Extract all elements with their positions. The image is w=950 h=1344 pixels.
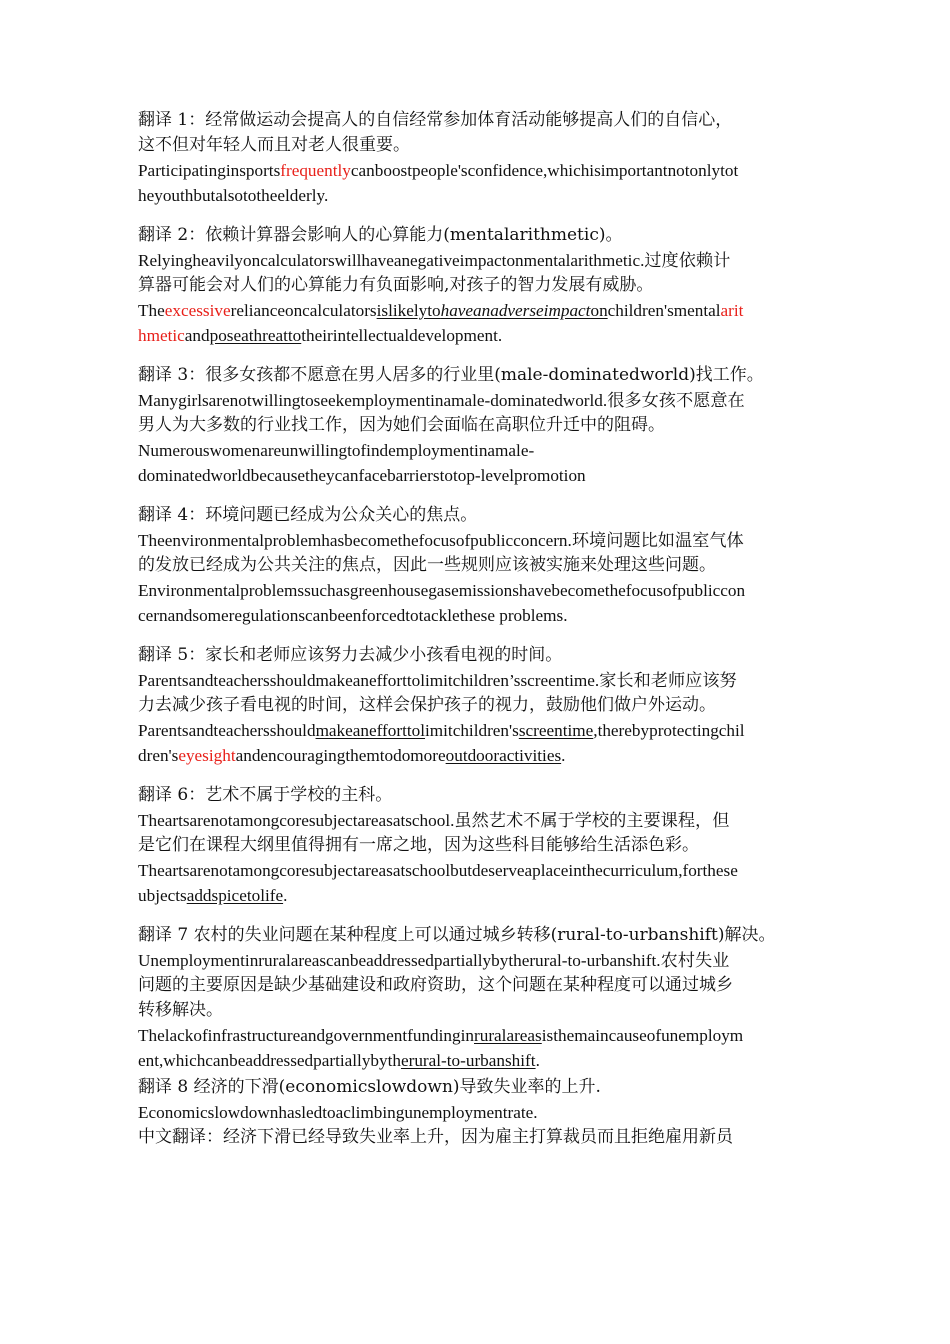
t6-heading-line-1: 翻译 6：艺术不属于学校的主科。 [138, 785, 393, 805]
t5-sample-line-1: Parentsandteachersshouldmakeanefforttolimitchildren’sscreentime.家长和老师应该努 [138, 671, 737, 690]
t4-sample-line-1: Theenvironmentalproblemhasbecomethefocusofpublicconcern.环境问题比如温室气体 [138, 531, 744, 550]
t2-highlight-excessive: excessive [164, 301, 231, 320]
t6-sample-line-1: Theartsarenotamongcoresubjectareasatschool.虽然艺术不属于学校的主要课程，但 [138, 811, 730, 830]
t2-answer-text: relianceoncalculators [230, 301, 377, 320]
t7-answer-line-2 [138, 1048, 816, 1073]
t5-answer-text: dren's [138, 746, 179, 765]
translation-7 [138, 923, 816, 1073]
t2-answer-text: and [184, 326, 210, 345]
t7-heading-line-1: 翻译 7 农村的失业问题在某种程度上可以通过城乡转移(rural-to-urbanshift)解决。 [138, 925, 776, 945]
translation-8 [138, 1075, 816, 1150]
t2-heading-line-1: 翻译 2：依赖计算器会影响人的心算能力(mentalarithmetic)。 [138, 225, 623, 245]
t5-heading-line-1: 翻译 5：家长和老师应该努力去减少小孩看电视的时间。 [138, 645, 563, 665]
t7-underline-phrase: ruralareas [474, 1026, 542, 1045]
t2-answer-text: children'smental [607, 301, 721, 320]
t2-answer-text: The [138, 301, 165, 320]
t5-underline-phrase: screentime [518, 721, 594, 740]
translation-3 [138, 363, 816, 488]
t4-sample-line-2: 的发放已经成为公共关注的焦点，因此一些规则应该被实施来处理这些问题。 [138, 555, 716, 575]
t7-answer-text: . [535, 1051, 540, 1070]
t5-underline-phrase: makeanefforttol [315, 721, 426, 740]
t3-sample-line-1: Manygirlsarenotwillingtoseekemploymentinamale-dominatedworld.很多女孩不愿意在 [138, 391, 745, 410]
t2-sample-line-1: Relyingheavilyoncalculatorswillhaveanegativeimpactonmentalarithmetic.过度依赖计 [138, 251, 731, 270]
t5-highlight-eyesight: eyesight [178, 746, 236, 765]
document-page [138, 108, 816, 1165]
t6-sample-line-2: 是它们在课程大纲里值得拥有一席之地，因为这些科目能够给生活添色彩。 [138, 835, 699, 855]
t1-answer-text: Participatinginsports [138, 161, 281, 180]
translation-5 [138, 643, 816, 768]
t6-underline-phrase: addspicetolife [186, 886, 284, 905]
t7-sample-line-1: Unemploymentinruralareascanbeaddressedpartiallybytherural-to-urbanshift.农村失业 [138, 951, 730, 970]
translation-6 [138, 783, 816, 908]
t3-answer-line-1: Numerouswomenareunwillingtofindemploymentinamale- [138, 441, 535, 460]
t2-underline-italic-phrase: haveanadverseimpact [440, 301, 591, 320]
translation-1 [138, 108, 816, 208]
t7-answer-text: isthemaincauseofunemploym [541, 1026, 744, 1045]
translation-4 [138, 503, 816, 628]
t2-answer-text: theirintellectualdevelopment. [301, 326, 503, 345]
t6-answer-line-2 [138, 883, 816, 908]
t1-answer-text: canboostpeople'sconfidence,whichisimportantnotonlytot [350, 161, 739, 180]
t5-answer-line-2 [138, 743, 816, 768]
t7-answer-line-1 [138, 1023, 816, 1048]
t2-sample-line-2: 算器可能会对人们的心算能力有负面影响,对孩子的智力发展有威胁。 [138, 275, 654, 295]
t2-highlight-arithmetic: hmetic [138, 326, 185, 345]
t5-answer-text: imitchildren's [425, 721, 519, 740]
t4-answer-line-1: Environmentalproblemssuchasgreenhousegasemissionshavebecomethefocusofpubliccon [138, 581, 746, 600]
t2-answer-line-1 [138, 298, 816, 323]
t7-sample-line-3: 转移解决。 [138, 1000, 223, 1020]
t7-underline-phrase: erural-to-urbanshift [400, 1051, 536, 1070]
t3-sample-line-2: 男人为大多数的行业找工作，因为她们会面临在高职位升迁中的阻碍。 [138, 415, 665, 435]
t1-heading-line-2: 这不但对年轻人而且对老人很重要。 [138, 135, 410, 155]
t6-answer-line-1: Theartsarenotamongcoresubjectareasatschoolbutdeserveaplaceinthecurriculum,forthese [138, 861, 738, 880]
t3-answer-line-2: dominatedworldbecausetheycanfacebarrierstotop-levelpromotion [138, 466, 586, 485]
t1-answer-line-1 [138, 158, 816, 183]
t1-answer-line-2: heyouthbutalsototheelderly. [138, 186, 329, 205]
t5-underline-phrase: outdooractivities [445, 746, 562, 765]
t2-highlight-arithmetic: arit [720, 301, 744, 320]
t8-chinese-line: 中文翻译：经济下滑已经导致失业率上升，因为雇主打算裁员而且拒绝雇用新员 [138, 1127, 733, 1147]
t8-sample-line-1: Economicslowdownhasledtoaclimbingunemploymentrate. [138, 1103, 538, 1122]
t7-answer-text: Thelackofinfrastructureandgovernmentfundingin [138, 1026, 474, 1045]
t2-underline-phrase: islikelyto [376, 301, 441, 320]
t2-underline-phrase: on [590, 301, 608, 320]
t6-answer-text: ubjects [138, 886, 187, 905]
t5-answer-line-1 [138, 718, 816, 743]
t4-answer-line-2: cernandsomeregulationscanbeenforcedtotacklethese problems. [138, 606, 568, 625]
t7-sample-line-2: 问题的主要原因是缺少基础建设和政府资助，这个问题在某种程度可以通过城乡 [138, 975, 733, 995]
t6-answer-text: . [283, 886, 288, 905]
t1-heading-line-1: 翻译 1：经常做运动会提高人的自信经常参加体育活动能够提高人们的自信心， [138, 110, 733, 130]
t3-heading-line-1: 翻译 3：很多女孩都不愿意在男人居多的行业里(male-dominatedworld)找工作。 [138, 365, 764, 385]
t5-answer-text: Parentsandteachersshould [138, 721, 316, 740]
t5-answer-text: . [561, 746, 566, 765]
t7-answer-text: ent,whichcanbeaddressedpartiallybyth [138, 1051, 401, 1070]
translation-2 [138, 223, 816, 348]
t5-answer-text: andencouragingthemtodomore [235, 746, 446, 765]
t2-answer-line-2 [138, 323, 816, 348]
t1-highlight-frequently: frequently [280, 161, 351, 180]
t5-answer-text: ,therebyprotectingchil [593, 721, 745, 740]
t5-sample-line-2: 力去减少孩子看电视的时间，这样会保护孩子的视力，鼓励他们做户外运动。 [138, 695, 716, 715]
t2-underline-phrase: poseathreatto [209, 326, 302, 345]
t4-heading-line-1: 翻译 4：环境问题已经成为公众关心的焦点。 [138, 505, 478, 525]
t8-heading-line-1: 翻译 8 经济的下滑(economicslowdown)导致失业率的上升. [138, 1077, 601, 1097]
